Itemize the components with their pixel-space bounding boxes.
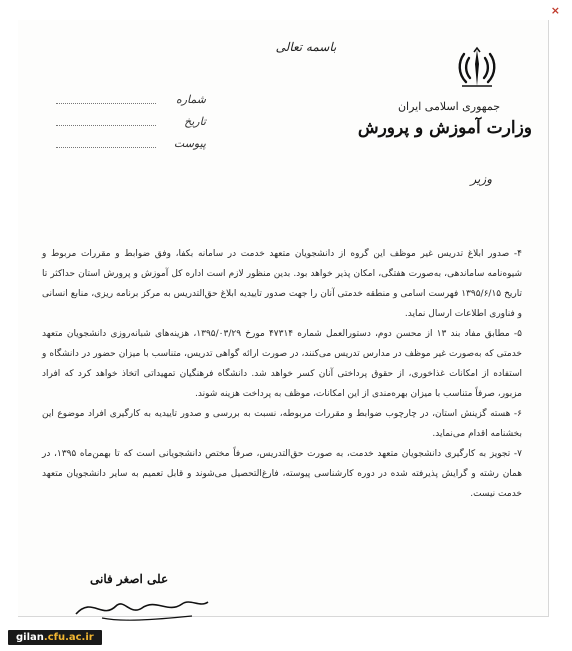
site-watermark: [8, 630, 102, 645]
ministry-title: وزارت آموزش و پرورش: [357, 118, 532, 138]
meta-dots: [56, 139, 156, 148]
paragraph: ۷- تجویز به کارگیری دانشجویان متعهد خدمت، به صورت حق‌التدریس، صرفاً مختص دانشجویانی است که تا بهمن‌ماه ۱۳۹۵، در همان رشته و گرایش پذیرفته شده در دوره کارشناسی پیوسته، فارغ‌التحصیل می‌شوند و قابل تعمیم به سایر دانشجویان متعهد خدمت نیست.: [42, 449, 522, 499]
close-icon[interactable]: ×: [550, 4, 560, 17]
meta-dots: [56, 117, 156, 126]
handwritten-signature: [72, 586, 212, 626]
letter-meta: [56, 88, 206, 154]
republic-title: جمهوری اسلامی ایران: [397, 100, 500, 113]
iran-emblem-icon: [454, 46, 500, 90]
basmala: باسمه تعالی: [275, 40, 337, 54]
meta-attachment: [56, 132, 206, 154]
meta-label: تاریخ: [184, 114, 206, 128]
watermark-domain: .cfu.ac.ir: [43, 632, 94, 643]
office-title: وزیر: [470, 172, 492, 186]
letter-page: [18, 20, 549, 617]
meta-label: شماره: [175, 92, 206, 106]
letter-body: [42, 244, 522, 504]
meta-date: [56, 110, 206, 132]
meta-number: [56, 88, 206, 110]
paragraph: ۴- صدور ابلاغ تدریس غیر موظف این گروه از دانشجویان متعهد خدمت در سامانه بکفا، وفق ضوابط و مقررات مربوط و شیوه‌نامه ساماندهی، به‌صورت هفتگی، امکان پذیر خواهد بود. بدین منظور لازم است اداره کل آموزش و پرورش استان حداکثر تا تاریخ ۱۳۹۵/۶/۱۵ فهرست اسامی و منطقه خدمتی آنان را جهت صدور تاییدیه ابلاغ حق‌التدریس به مرکز برنامه ریزی، منابع انسانی و فناوری اطلاعات ارسال نماید.: [42, 249, 522, 319]
meta-dots: [56, 95, 156, 104]
signatory-name: علی اصغر فانی: [90, 572, 169, 586]
paragraph: ۵- مطابق مفاد بند ۱۳ از محسن دوم، دستورالعمل شماره ۴۷۳۱۴ مورخ ۱۳۹۵/۰۳/۲۹، هزینه‌های شبانه‌روزی دانشجویان متعهد خدمتی که به‌صورت غیر موظف در مدارس تدریس می‌کنند، در صورت ارائه گواهی تدریس، متناسب با میزان حضور در دانشگاه و استفاده از امکانات غذاخوری، از حقوق پرداختی آنان کسر خواهد شد. دانشگاه فرهنگیان تمهیداتی اتخاذ خواهد کرد که افراد مزبور، صرفاً متناسب با میزان بهره‌مندی از این امکانات، موظف به پرداخت هزینه شوند.: [42, 329, 522, 399]
watermark-site: gilan: [16, 632, 44, 643]
paragraph: ۶- هسته گزینش استان، در چارچوب ضوابط و مقررات مربوطه، نسبت به بررسی و صدور تاییدیه به کارگیری افراد موضوع این بخشنامه اقدام می‌نماید.: [42, 409, 522, 439]
image-frame: [4, 4, 564, 644]
meta-label: پیوست: [173, 136, 206, 150]
